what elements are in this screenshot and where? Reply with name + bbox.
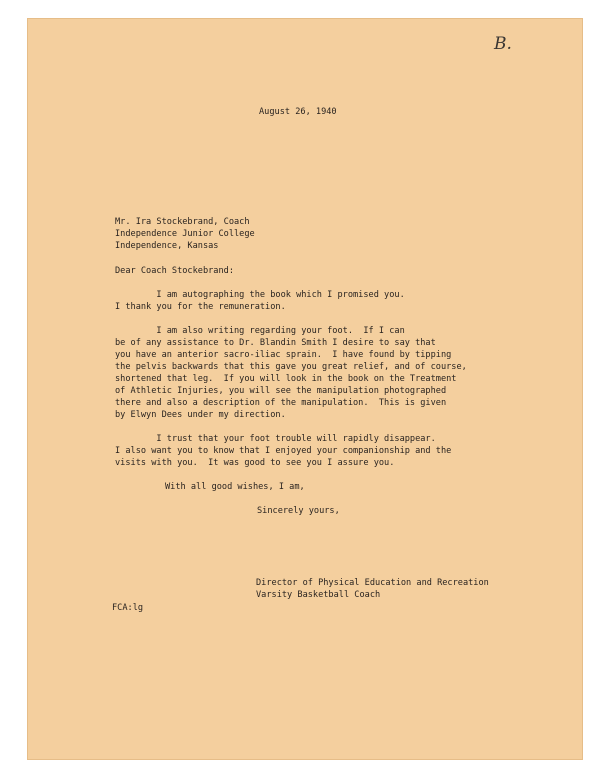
paragraph-line: the pelvis backwards that this gave you great relief, and of course, bbox=[115, 362, 467, 372]
reference-initials: FCA:lg bbox=[112, 603, 144, 613]
recipient-name: Mr. Ira Stockebrand, Coach bbox=[115, 217, 250, 227]
recipient-city: Independence, Kansas bbox=[115, 241, 219, 251]
paragraph-line: I also want you to know that I enjoyed your companionship and the bbox=[115, 446, 452, 456]
paragraph-line: you have an anterior sacro-iliac sprain. I have found by tipping bbox=[115, 350, 452, 360]
signature-subtitle: Varsity Basketball Coach bbox=[256, 590, 381, 600]
paragraph-line: I thank you for the remuneration. bbox=[115, 302, 286, 312]
closing-line: With all good wishes, I am, bbox=[165, 482, 305, 492]
paragraph-line: shortened that leg. If you will look in the book on the Treatment bbox=[115, 374, 457, 384]
handwritten-mark: B. bbox=[494, 34, 512, 54]
paragraph-line: by Elwyn Dees under my direction. bbox=[115, 410, 286, 420]
paragraph-line: of Athletic Injuries, you will see the manipulation photographed bbox=[115, 386, 447, 396]
paragraph-line: be of any assistance to Dr. Blandin Smith I desire to say that bbox=[115, 338, 436, 348]
paragraph-line: there and also a description of the manipulation. This is given bbox=[115, 398, 447, 408]
signature-title: Director of Physical Education and Recreation bbox=[256, 578, 489, 588]
letter-date: August 26, 1940 bbox=[259, 107, 337, 117]
recipient-institution: Independence Junior College bbox=[115, 229, 255, 239]
complimentary-close: Sincerely yours, bbox=[257, 506, 340, 516]
paragraph-line: I am also writing regarding your foot. If I can bbox=[115, 326, 405, 336]
salutation: Dear Coach Stockebrand: bbox=[115, 266, 234, 276]
letter-page bbox=[27, 18, 583, 760]
paragraph-line: visits with you. It was good to see you I assure you. bbox=[115, 458, 395, 468]
paragraph-line: I trust that your foot trouble will rapidly disappear. bbox=[115, 434, 436, 444]
paragraph-line: I am autographing the book which I promised you. bbox=[115, 290, 405, 300]
